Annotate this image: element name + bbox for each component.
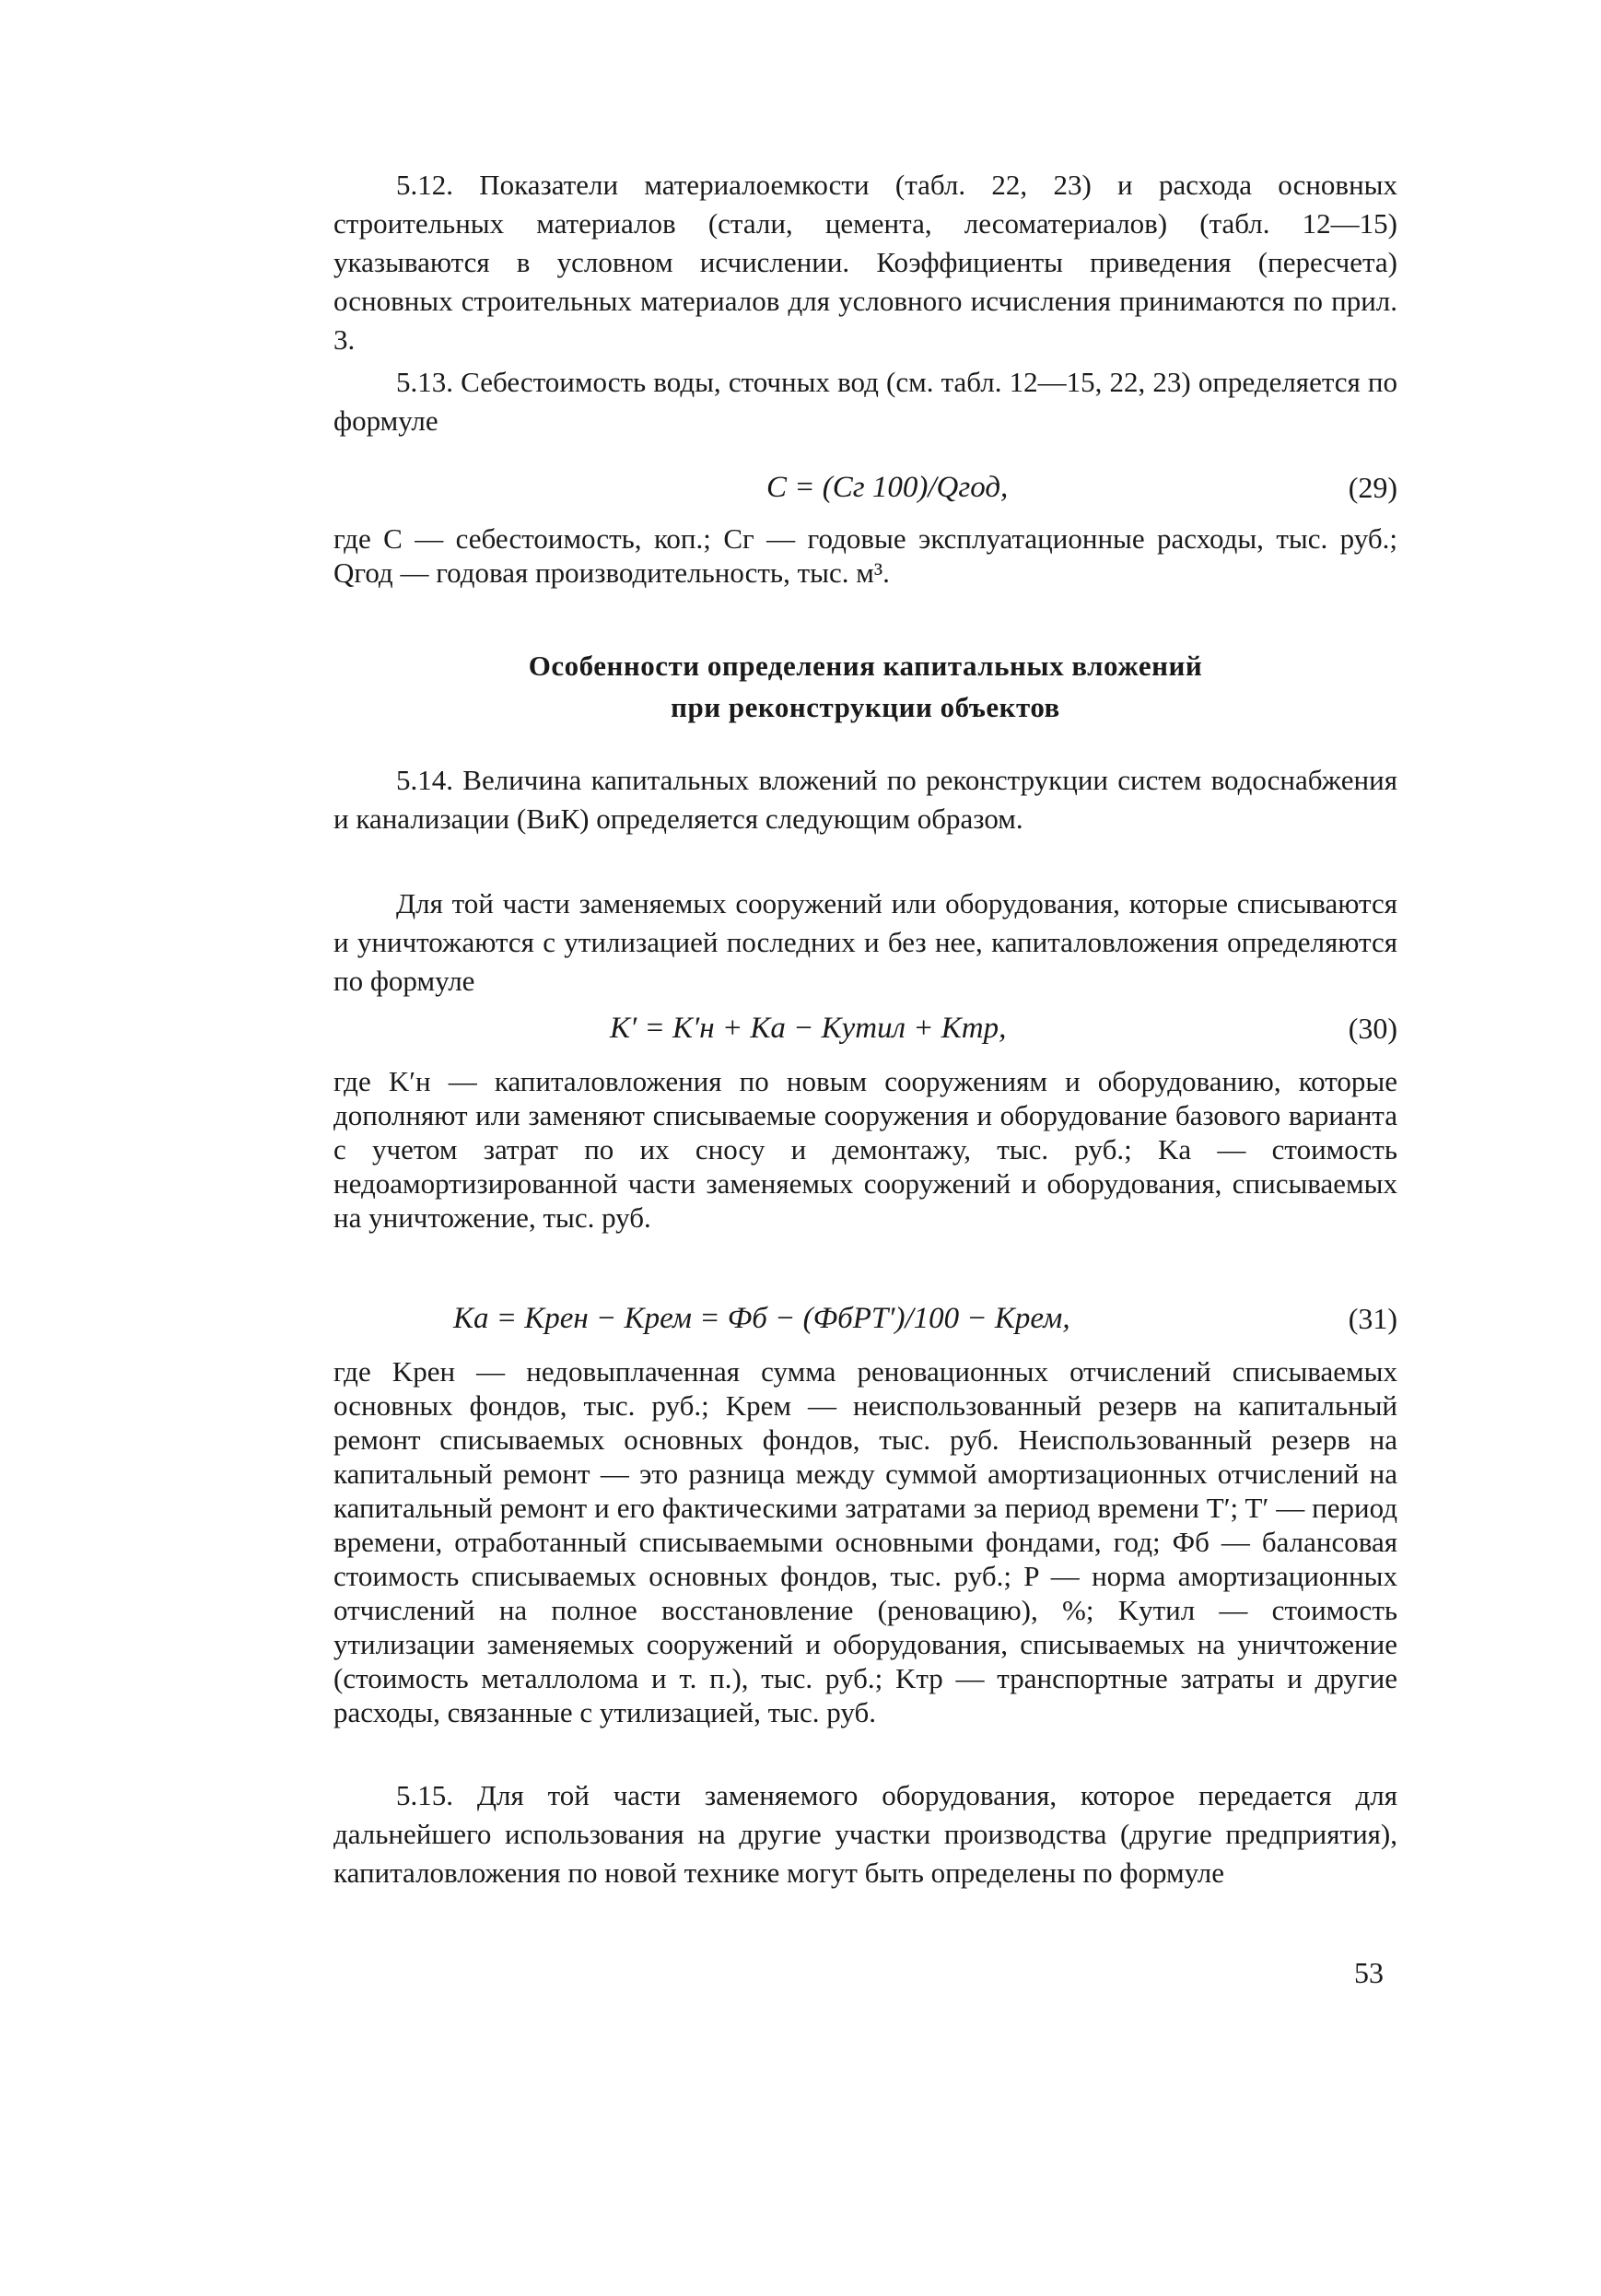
paragraph-text: где C — себестоимость, коп.; Cг — годовые эксплуатационные расходы, тыс. руб.; Qгод — годовая производительность, тыс. м³. xyxy=(333,522,1397,589)
formula-number: (31) xyxy=(1348,1302,1397,1335)
paragraph-text: 5.12. Показатели материалоемкости (табл. 22, 23) и расхода основных строительных материалов (стали, цемента, лесоматериалов) (табл. 12—15) указываются в условном исчислении. Коэффициенты приведения (пересчета) основных строительных материалов для условного исчисления принимаются по прил. 3. xyxy=(333,169,1397,356)
where-31 xyxy=(333,1354,1397,1729)
heading-line-1: Особенности определения капитальных вложений xyxy=(528,650,1203,682)
formula-30 xyxy=(333,1009,1397,1055)
paragraph-5-14-b xyxy=(333,884,1397,1001)
paragraph-5-14 xyxy=(333,761,1397,838)
page-number: 53 xyxy=(1354,1956,1384,1989)
paragraph-5-12 xyxy=(333,166,1397,359)
paragraph-text: 5.14. Величина капитальных вложений по реконструкции систем водоснабжения и канализации (ВиК) определяется следующим образом. xyxy=(333,764,1397,835)
paragraph-text: 5.13. Себестоимость воды, сточных вод (см. табл. 12—15, 22, 23) определяется по формуле xyxy=(333,366,1397,437)
where-30 xyxy=(333,1064,1397,1235)
paragraph-text: где Kрен — недовыплаченная сумма реновационных отчислений списываемых основных фондов, тыс. руб.; Kрем — неиспользованный резерв на капитальный ремонт списываемых основных фондов, тыс. руб. Неиспользованный резерв на капитальный ремонт — это разница между суммой амортизационных отчислений на капитальный ремонт и его фактическими затратами за период времени T′; T′ — период времени, отработанный списываемыми основными фондами, год; Фб — балансовая стоимость списываемых основных фондов, тыс. руб.; P — норма амортизационных отчислений на полное восстановление (реновацию), %; Kутил — стоимость утилизации заменяемых сооружений и оборудования, списываемых на уничтожение (стоимость металлолома и т. п.), тыс. руб.; Kтр — транспортные затраты и другие расходы, связанные с утилизацией, тыс. руб. xyxy=(333,1355,1397,1728)
formula-expression: K′ = K′н + Kа − Kутил + Kтр, xyxy=(610,1012,1007,1045)
paragraph-text: Для той части заменяемых сооружений или оборудования, которые списываются и уничтожаются с утилизацией последних и без нее, капиталовложения определяются по формуле xyxy=(333,887,1397,997)
paragraph-5-13 xyxy=(333,363,1397,440)
formula-31 xyxy=(333,1299,1397,1345)
paragraph-5-15 xyxy=(333,1776,1397,1892)
formula-expression: C = (Cг 100)/Qгод, xyxy=(766,471,1009,504)
formula-number: (29) xyxy=(1348,471,1397,504)
heading-line-2: при реконструкции объектов xyxy=(671,691,1060,723)
section-heading xyxy=(333,645,1397,728)
where-29 xyxy=(333,521,1397,590)
formula-number: (30) xyxy=(1348,1012,1397,1045)
formula-29 xyxy=(333,468,1397,514)
paragraph-text: 5.15. Для той части заменяемого оборудования, которое передается для дальнейшего использования на другие участки производства (другие предприятия), капиталовложения по новой технике могут быть определены по формуле xyxy=(333,1779,1397,1889)
formula-expression: Kа = Kрен − Kрем = Фб − (ФбPT′)/100 − Kрем, xyxy=(453,1302,1070,1335)
paragraph-text: где K′н — капиталовложения по новым сооружениям и оборудованию, которые дополняют или заменяют списываемые сооружения и оборудование базового варианта с учетом затрат по их сносу и демонтажу, тыс. руб.; Kа — стоимость недоамортизированной части заменяемых сооружений и оборудования, списываемых на уничтожение, тыс. руб. xyxy=(333,1065,1397,1234)
